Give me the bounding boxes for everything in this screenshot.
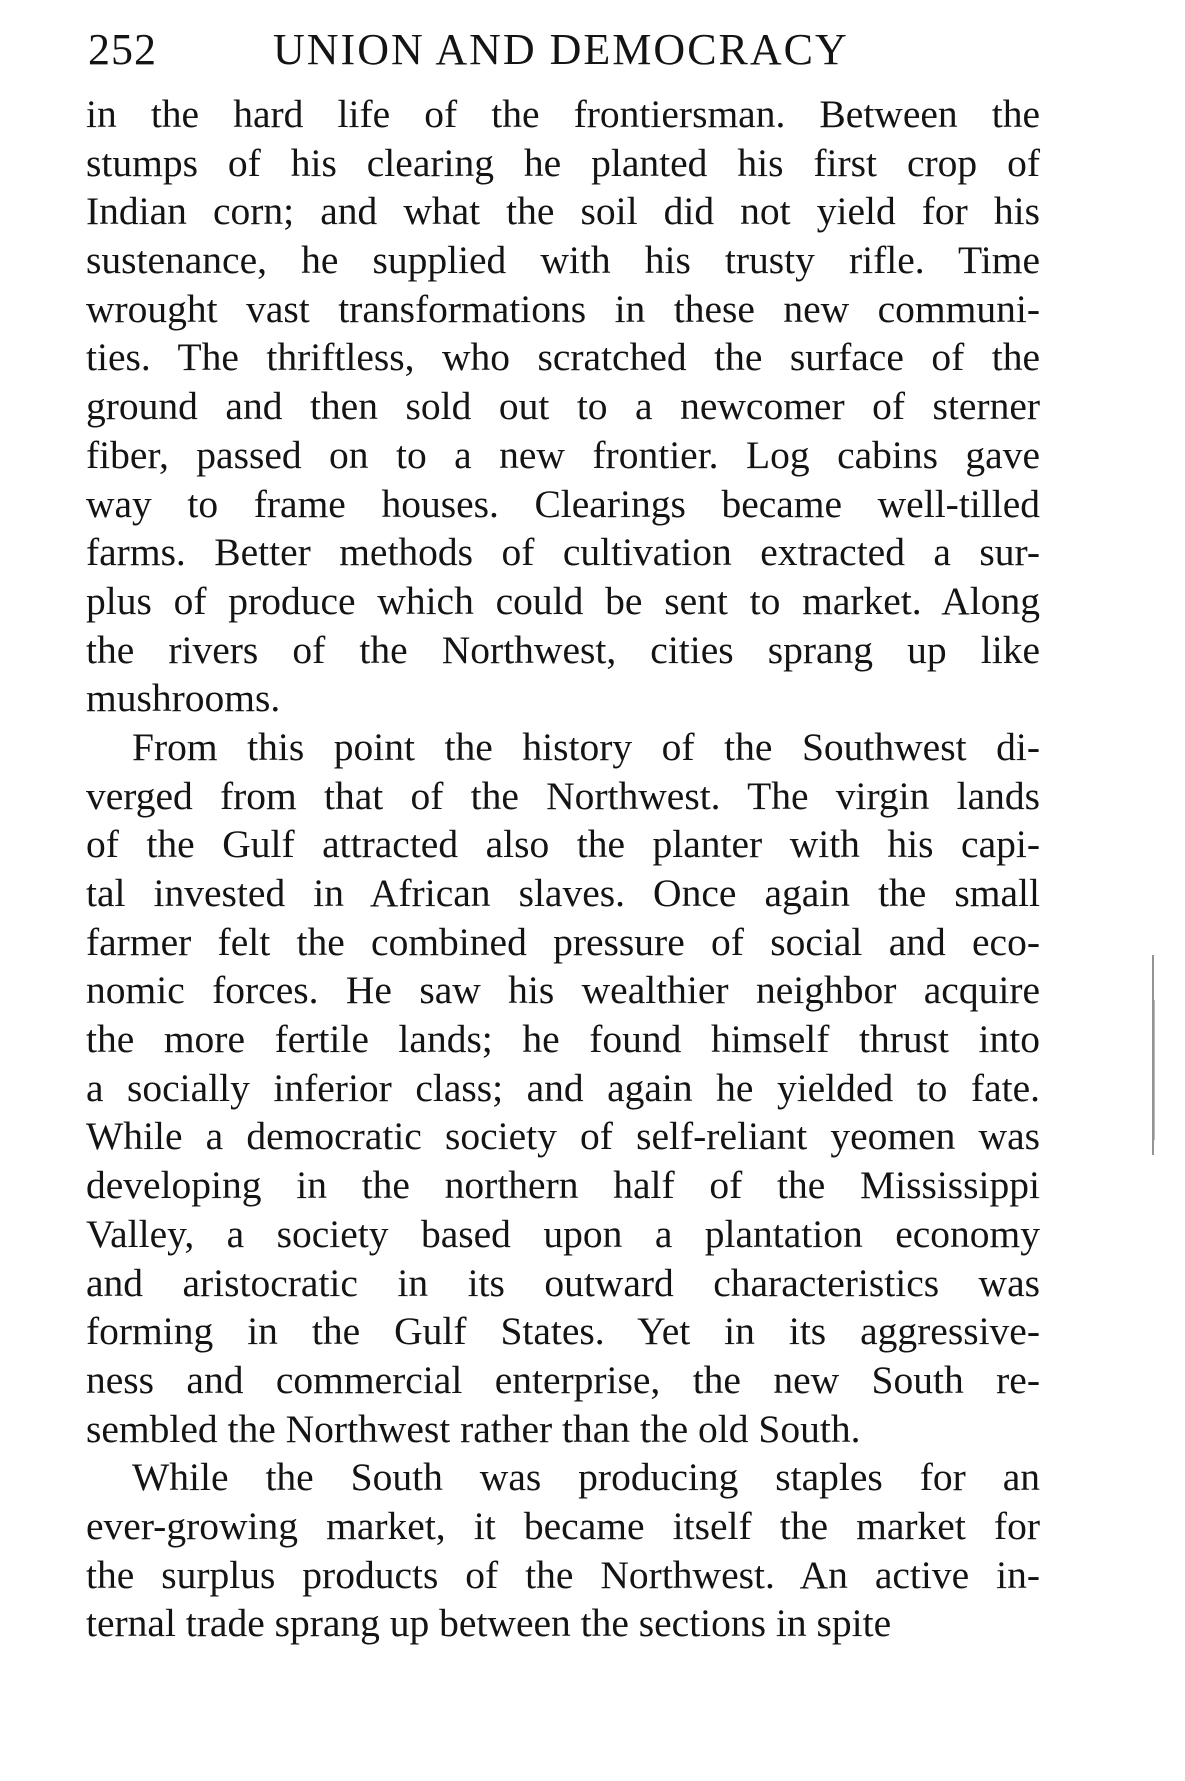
text-line: plus of produce which could be sent to market. Along bbox=[86, 578, 1040, 623]
text-line: sembled the Northwest rather than the old South. bbox=[86, 1406, 861, 1451]
text-line: While the South was producing staples for an bbox=[132, 1455, 1040, 1500]
text-line: and aristocratic in its outward characteristics was bbox=[86, 1260, 1040, 1305]
paragraph bbox=[86, 723, 1040, 1453]
text-line: Indian corn; and what the soil did not yield for his bbox=[86, 189, 1040, 234]
text-line: the surplus products of the Northwest. An active in- bbox=[86, 1552, 1040, 1597]
text-line: From this point the history of the Southwest di- bbox=[132, 724, 1040, 769]
text-line: ever-growing market, it became itself the market for bbox=[86, 1503, 1040, 1548]
text-line: Valley, a society based upon a plantation economy bbox=[86, 1211, 1040, 1256]
paragraph bbox=[86, 1453, 1040, 1648]
text-line: farmer felt the combined pressure of social and eco- bbox=[86, 919, 1040, 964]
text-line: mushrooms. bbox=[86, 676, 281, 721]
text-line: ness and commercial enterprise, the new South re- bbox=[86, 1357, 1040, 1402]
text-line: developing in the northern half of the Mississippi bbox=[86, 1163, 1040, 1208]
scan-artifact bbox=[1154, 1000, 1155, 1140]
text-line: sustenance, he supplied with his trusty rifle. Time bbox=[86, 238, 1040, 283]
text-line: While a democratic society of self-reliant yeomen was bbox=[86, 1114, 1040, 1159]
text-line: fiber, passed on to a new frontier. Log cabins gave bbox=[86, 432, 1040, 477]
page-header bbox=[88, 20, 1048, 80]
text-line: ties. The thriftless, who scratched the surface of the bbox=[86, 335, 1040, 380]
text-line: nomic forces. He saw his wealthier neighbor acquire bbox=[86, 968, 1040, 1013]
text-line: wrought vast transformations in these new communi- bbox=[86, 286, 1040, 331]
text-line: the more fertile lands; he found himself thrust into bbox=[86, 1017, 1040, 1062]
body-text bbox=[86, 90, 1040, 1648]
text-line: in the hard life of the frontiersman. Between the bbox=[86, 92, 1040, 136]
text-line: ternal trade sprang up between the sections in spite bbox=[86, 1601, 892, 1646]
text-line: tal invested in African slaves. Once again the small bbox=[86, 871, 1040, 915]
text-line: of the Gulf attracted also the planter with his capi- bbox=[86, 822, 1040, 867]
page-number: 252 bbox=[88, 25, 157, 74]
text-line: farms. Better methods of cultivation extracted a sur- bbox=[86, 530, 1040, 575]
text-line: verged from that of the Northwest. The virgin lands bbox=[86, 773, 1040, 818]
text-line: stumps of his clearing he planted his first crop of bbox=[86, 140, 1040, 185]
paragraph bbox=[86, 90, 1040, 723]
running-title: UNION AND DEMOCRACY bbox=[273, 25, 849, 74]
text-line: way to frame houses. Clearings became well-tilled bbox=[86, 481, 1040, 526]
text-line: forming in the Gulf States. Yet in its aggressive- bbox=[86, 1309, 1040, 1354]
text-line: a socially inferior class; and again he yielded to fate. bbox=[86, 1065, 1040, 1110]
text-line: ground and then sold out to a newcomer of sterner bbox=[86, 384, 1040, 429]
text-line: the rivers of the Northwest, cities sprang up like bbox=[86, 627, 1040, 672]
